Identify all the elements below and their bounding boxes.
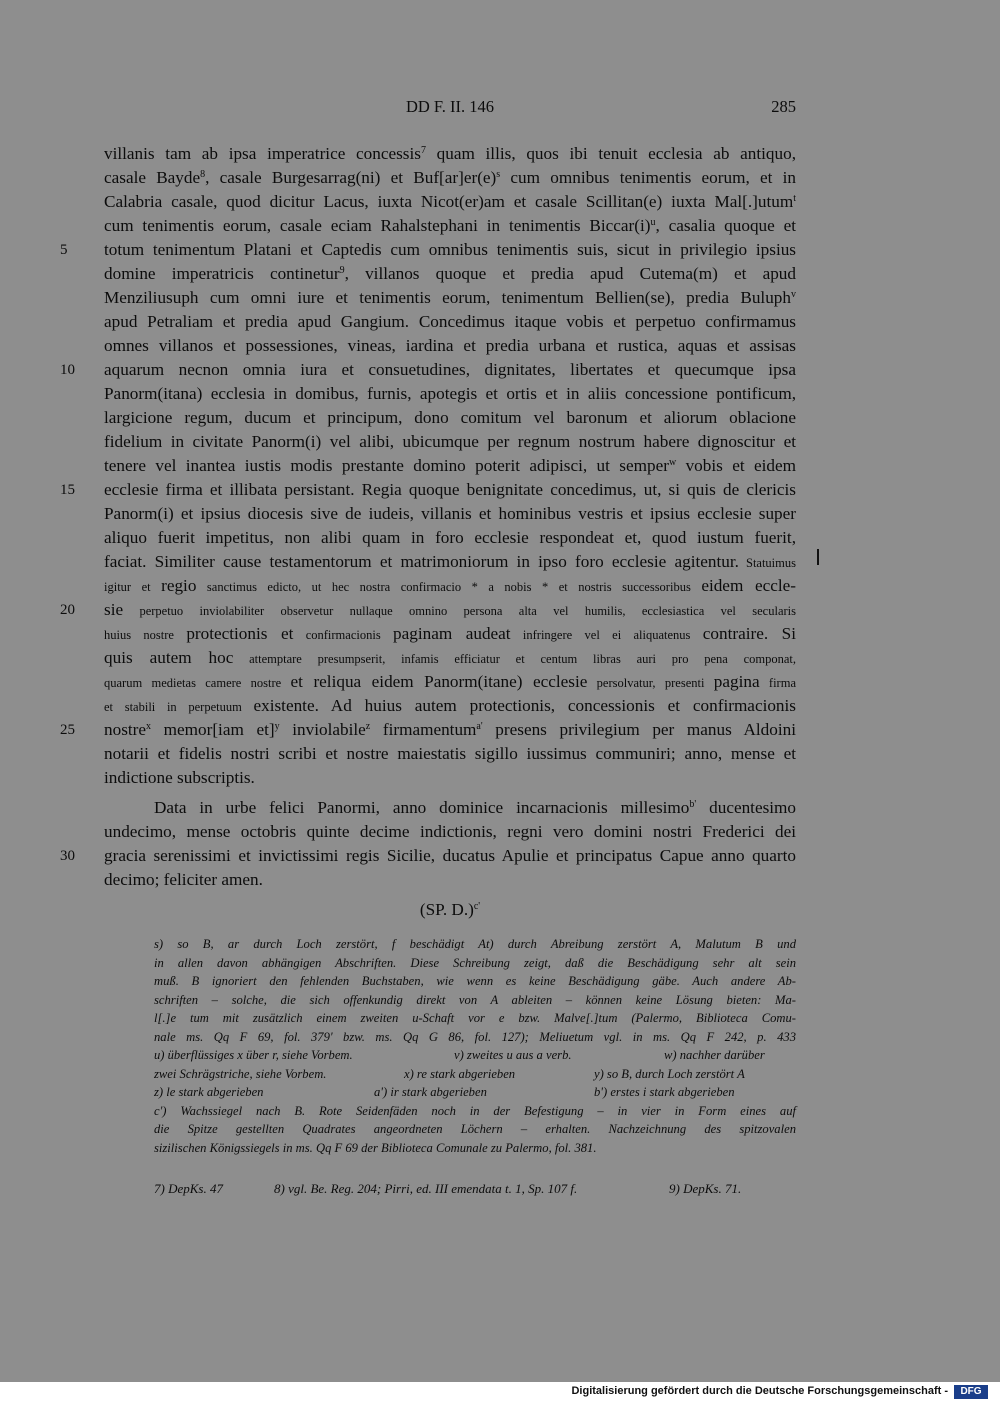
- note-line: sizilischen Königssiegels in ms. Qq F 69 der Biblioteca Comunale zu Palermo, fol. 381.: [154, 1140, 597, 1155]
- text-line: et stabili in perpetuum existente. Ad huius autem protectionis, concessionis et confirmacionis: [104, 696, 796, 715]
- text-line: huius nostre protectionis et confirmacionis paginam audeat infringere vel ei aliquatenus contraire. Si: [104, 624, 796, 643]
- text-line: cum tenimentis eorum, casale eciam Rahalstephani in tenimentis $Biccar(i)^u$, casalia quoque et: [104, 216, 796, 235]
- text-line: apud Petraliam et predia apud Gangium. Concedimus itaque vobis et perpetuo confirmamus: [104, 312, 796, 331]
- funding-credit: Digitalisierung gefördert durch die Deutsche Forschungsgemeinschaft -: [571, 1385, 948, 1397]
- text-line: fidelium in civitate Panorm(i) vel alibi, ubicumque per regnum nostrum habere dignoscitur et: [104, 432, 796, 451]
- text-line: igitur et regio sanctimus edicto, ut hec nostra confirmacio * a nobis * et nostris successoribus eidem eccle-: [104, 576, 796, 595]
- text-line: 30 gracia serenissimi et invictissimi regis Sicilie, ducatus Apulie et principatus Capue anno quarto: [104, 844, 796, 868]
- text-line: casale Bayde$^8$, casale Burgesarrag(ni) et $Buf[ar]er(e)^s$ cum omnibus tenimentis eorum, et in: [104, 168, 797, 187]
- text-line: 20 sie perpetuo inviolabiliter observetur nullaque omnino persona alta vel humilis, ecclesiastica vel secularis: [104, 598, 796, 622]
- line-number: 10: [60, 362, 75, 378]
- margin-mark: [817, 549, 819, 565]
- text-line: aliquo fuerit impetitus, non alibi quam in foro ecclesie respondeat et, quod iustum fuerit,: [104, 528, 796, 547]
- note-line: muß. B ignoriert den fehlenden Buchstaben, wie wenn es keine Beschädigung gäbe. Auch andere Ab-: [154, 974, 796, 988]
- credit-bar: [0, 1382, 1000, 1402]
- line-number: 30: [60, 848, 75, 864]
- seal-mark: (SP. D.)$^{c'}$: [419, 900, 481, 919]
- text-line: quarum medietas camere nostre et reliqua eidem Panorm(itane) ecclesie persolvatur, presenti pagina firma: [104, 672, 796, 691]
- line-number: 25: [60, 722, 75, 738]
- line-number: 15: [60, 482, 75, 498]
- document-title: DD F. II. 146: [405, 97, 495, 116]
- text-line: undecimo, mense octobris quinte decime indictionis, regni vero domini nostri Frederici dei: [104, 822, 796, 841]
- note-line: c') Wachssiegel nach B. Rote Seidenfäden noch in der Befestigung – in vier in Form eines auf: [154, 1103, 796, 1118]
- text-line: Panorm(itana) ecclesia in domibus, furnis, apotegis et ortis et in aliis concessione pontificum,: [104, 384, 796, 403]
- text-line: indictione subscriptis.: [104, 768, 255, 787]
- page-header: [104, 97, 796, 121]
- note-line: nale ms. Qq F 69, fol. 379' bzw. ms. Qq G 86, fol. 127); Meliuetum vgl. in ms. Qq F 242, p. 433: [154, 1029, 796, 1044]
- note-line: s) so B, ar durch Loch zerstört, f beschädigt At) durch Abreibung zerstört A, Malutum B und: [154, 937, 796, 951]
- charter-text: [60, 142, 797, 922]
- dfg-logo-icon: DFG: [954, 1385, 988, 1399]
- text-line: notarii et fidelis nostri scribi et nostre maiestatis sigillo iussimus communiri; anno, mense et: [104, 744, 796, 763]
- text-line: Panorm(i) et ipsius diocesis sive de iudeis, villanis et hominibus vestris et ipsius ecclesie super: [104, 504, 796, 523]
- text-line: decimo; feliciter amen.: [104, 870, 263, 889]
- note-line: schriften – solche, die sich offenkundig direkt von A ableiten – können keine Lösung bieten: Ma-: [154, 992, 796, 1007]
- note-line: l[.]e tum mit zusätzlich einem zweiten u-Schaft vor e bzw. Malve[.]tum (Palermo, Biblioteca Comu-: [154, 1011, 796, 1025]
- text-line: domine imperatricis continetur$^9$, villanos quoque et predia apud Cutema(m) et apud: [104, 264, 796, 283]
- text-line: largicione regum, ducum et principum, dono comitum vel baronum et aliorum oblacione: [104, 408, 796, 427]
- text-line: 5 totum tenimentum Platani et Captedis cum omnibus tenimentis suis, sicut in privilegio ipsius: [104, 238, 796, 262]
- line-number: 20: [60, 602, 75, 618]
- note-line: z) le stark abgerieben a') ir stark abgerieben b') erstes i stark abgerieben: [154, 1085, 735, 1099]
- text-line: tenere vel inantea iustis modis prestante domino poterit adipisci, ut semper$^w$ vobis et eidem: [104, 456, 796, 475]
- note-line: in allen davon abhängigen Abschriften. Diese Schreibung zeigt, daß die Beschädigung sehr alt sein: [154, 955, 796, 970]
- text-line: faciat. Similiter cause testamentorum et matrimoniorum in ipso foro ecclesie agitentur. Statuimus: [104, 552, 796, 571]
- line-number: 5: [60, 242, 68, 258]
- note-line: die Spitze gestellten Quadrates angeordneten Löchern – erhalten. Nachzeichnung des spitzovalen: [154, 1122, 796, 1136]
- text-line: Data in urbe felici Panormi, anno dominice incarnacionis millesimo$^{b'}$ ducentesimo: [154, 798, 797, 817]
- note-line: zwei Schrägstriche, siehe Vorbem. x) re stark abgerieben y) so B, durch Loch zerstört A: [154, 1066, 745, 1081]
- text-line: omnes villanos et possessiones, vineas, iardina et predia urbana et rustica, aquas et assisas: [104, 336, 796, 355]
- footnote-7: 7) DepKs. 47: [154, 1181, 223, 1196]
- text-line: villanis tam ab ipsa imperatrice concessis$^7$ quam illis, quos ibi tenuit ecclesia ab antiquo,: [104, 144, 797, 163]
- page-number: 285: [771, 97, 796, 116]
- critical-apparatus: [154, 935, 796, 1157]
- text-line: 25 nostre$^x$ memor[iam et]$^y$ inviolabile$^z$ firmamentum$^{a'}$ presens privilegium per manus Aldoini: [104, 718, 796, 742]
- footnote-8: 8) vgl. Be. Reg. 204; Pirri, ed. III emendata t. 1, Sp. 107 f.: [274, 1181, 578, 1196]
- text-line: 10 aquarum necnon omnia iura et consuetudines, dignitates, libertates et quecumque ipsa: [104, 358, 796, 382]
- footnote-9: 9) DepKs. 71.: [669, 1181, 742, 1196]
- text-line: quis autem hoc attemptare presumpserit, infamis efficiatur et centum libras auri pro pena componat,: [104, 648, 796, 667]
- text-line: 15 ecclesie firma et illibata persistant. Regia quoque benignitate concedimus, ut, si quis de clericis: [104, 478, 796, 502]
- note-line: u) überflüssiges x über r, siehe Vorbem. v) zweites u aus a verb. w) nachher darüber: [154, 1048, 765, 1062]
- text-line: Calabria casale, quod dicitur Lacus, iuxta Nicot(er)am et casale Scillitan(e) iuxta Mal[.]utum$^t$: [104, 192, 796, 211]
- text-line: Menziliusuph cum omni iure et tenimentis eorum, tenimentum Bellien(se), predia Buluph$^v$: [104, 288, 796, 307]
- footnotes: [154, 1180, 796, 1198]
